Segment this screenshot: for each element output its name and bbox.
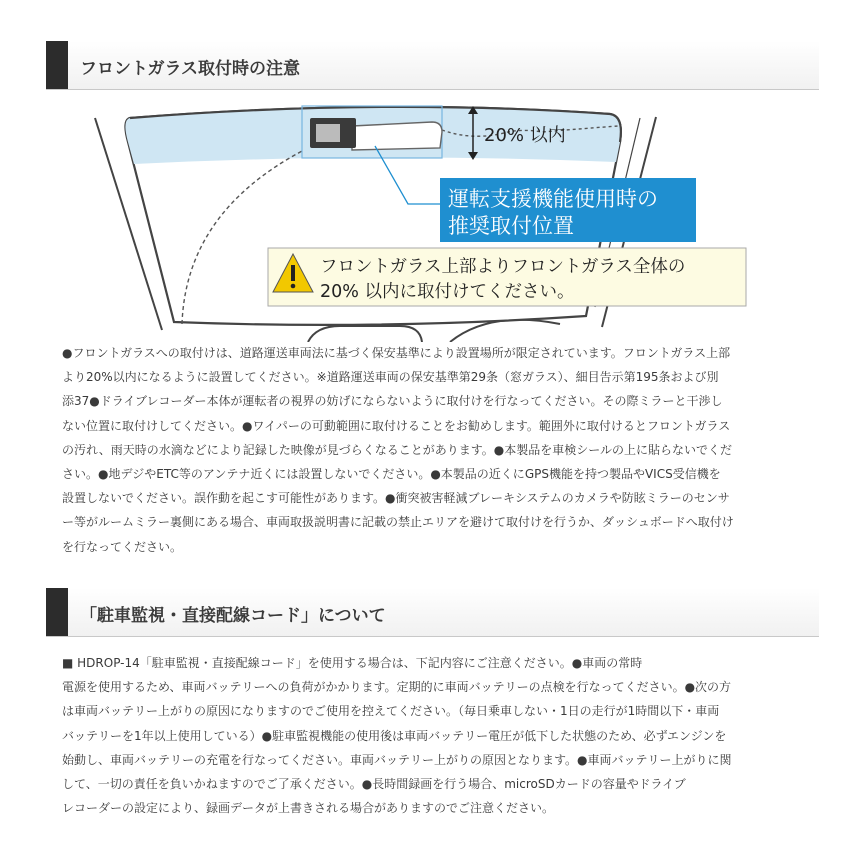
warning-line-2: 20% 以内に取付けてください。 (320, 282, 575, 302)
section-header-parking-cord (46, 588, 819, 637)
body-line: ない位置に取付けしてください。●ワイパーの可動範囲に取付けることをお勧めします。範囲外に取付けるとフロントガラス (62, 418, 731, 433)
body-line: より20%以内になるように設置してください。※道路運送車両の保安基準第29条（窓ガラス）、細目告示第195条および別 (62, 370, 719, 385)
header-accent-bar (46, 41, 68, 89)
callout-line-2: 推奨取付位置 (448, 214, 574, 238)
body-line: ー等がルームミラー裏側にある場合、車両取扱説明書に記載の禁止エリアを避けて取付けを行うか、ダッシュボードへ取付け (62, 515, 734, 530)
section-title-parking-cord: 「駐車監視・直接配線コード」について (80, 606, 386, 626)
install-caution-body (62, 341, 808, 559)
rearview-mirror (352, 122, 442, 150)
height-percentage-label: 20% 以内 (484, 125, 566, 146)
body-line: 電源を使用するため、車両バッテリーへの負荷がかかります。定期的に車両バッテリーの点検を行なってください。●次の方 (62, 680, 732, 695)
body-line: 設置しないでください。誤作動を起こす可能性があります。●衝突被害軽減ブレーキシステムのカメラや防眩ミラーのセンサ (62, 491, 730, 506)
dashboard-shape (308, 326, 422, 342)
body-line: して、一切の責任を負いかねますのでご了承ください。●長時間録画を行う場合、microSDカードの容量やドライブ (62, 777, 686, 792)
header-accent-bar (46, 588, 68, 636)
body-line: を行なってください。 (62, 539, 183, 554)
body-line: の汚れ、雨天時の水滴などにより記録した映像が見づらくなることがあります。●本製品を車検シールの上に貼らないでくだ (62, 442, 732, 457)
body-line: ●フロントガラスへの取付けは、道路運送車両法に基づく保安基準により設置場所が限定されています。フロントガラス上部 (62, 346, 731, 360)
body-line: さい。●地デジやETC等のアンテナ近くには設置しないでください。●本製品の近くにGPS機能を持つ製品やVICS受信機を (62, 467, 721, 482)
body-line: レコーダーの設定により、録画データが上書きされる場合がありますのでご注意ください。 (62, 801, 555, 816)
callout-line-1: 運転支援機能使用時の (448, 187, 658, 211)
body-line: 始動し、車両バッテリーの充電を行なってください。車両バッテリー上がりの原因となります。●車両バッテリー上がりに関 (62, 752, 732, 767)
warning-line-1: フロントガラス上部よりフロントガラス全体の (320, 257, 686, 277)
body-line: バッテリーを1年以上使用している）●駐車監視機能の使用後は車両バッテリー電圧が低下した状態のため、必ずエンジンを (62, 728, 727, 743)
parking-cord-body (62, 651, 808, 820)
section-title-install-caution: フロントガラス取付時の注意 (80, 59, 300, 79)
body-line: 添37●ドライブレコーダー本体が運転者の視界の妨げにならないように取付けを行なってください。その際ミラーと干渉し (62, 394, 723, 409)
section-header-install-caution (46, 41, 819, 90)
body-line: ■ HDROP-14「駐車監視・直接配線コード」を使用する場合は、下記内容にご注意ください。●車両の常時 (62, 656, 643, 670)
windshield-diagram (90, 102, 770, 342)
body-line: は車両バッテリー上がりの原因になりますのでご使用を控えてください。（毎日乗車しない・1日の走行が1時間以下・車両 (62, 704, 720, 719)
